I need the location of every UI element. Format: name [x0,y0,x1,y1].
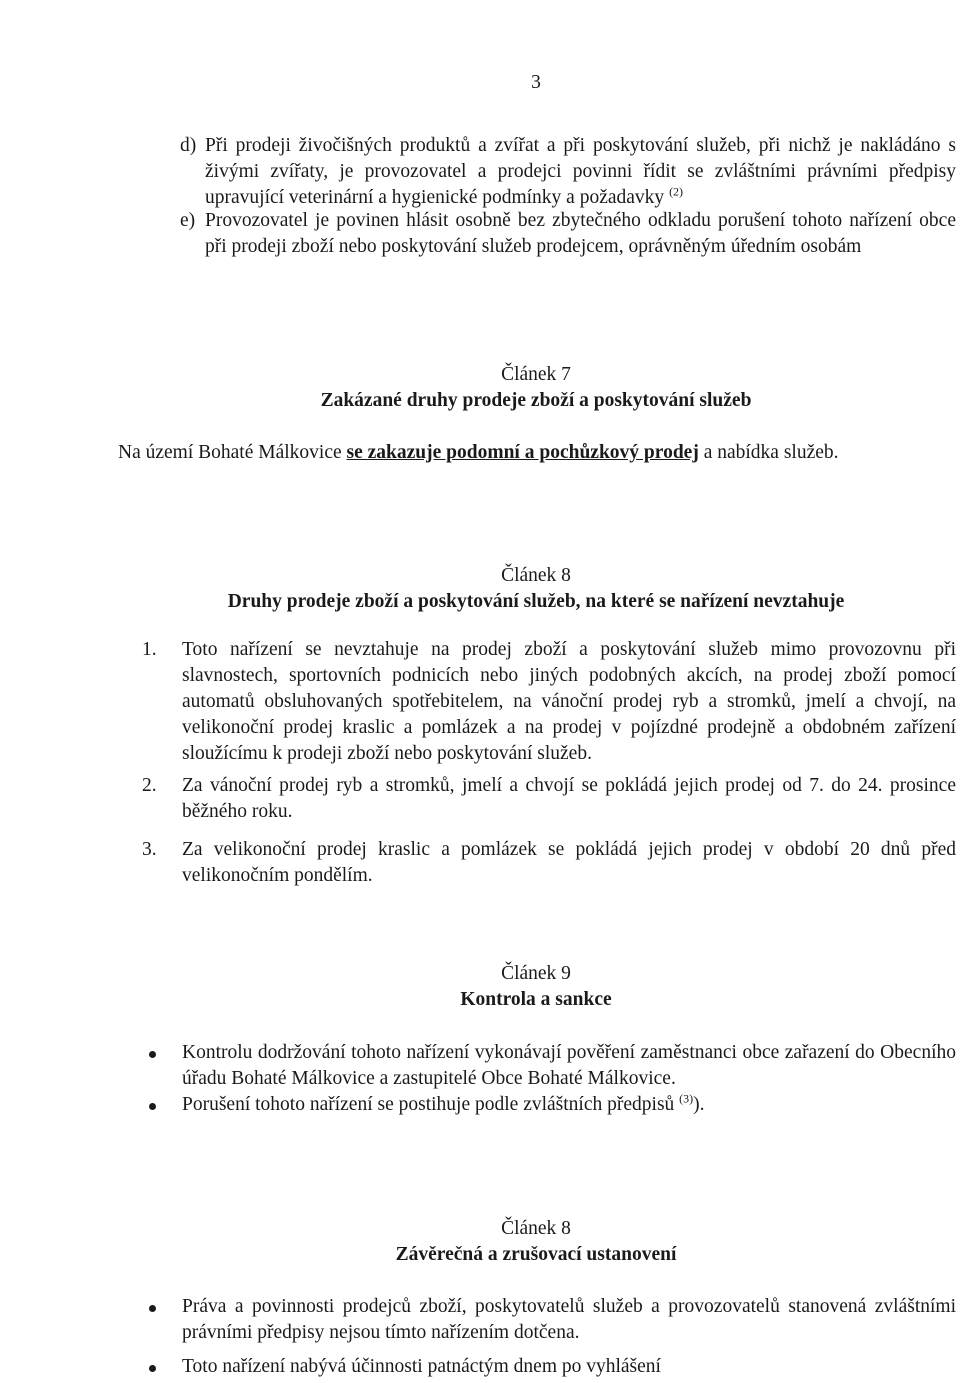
article-8b-bullet-2 [145,1354,956,1380]
article-title: Kontrola a sankce [460,989,612,1010]
underlined-text: se zakazuje podomní a pochůzkový prodej [346,442,699,463]
para-number: 2. [142,775,157,796]
paragraph-d [180,133,956,211]
article-8-para-1 [142,637,956,767]
paragraph-e [180,208,956,260]
article-number: Článek 8 [501,1218,571,1239]
text-segment: Na území Bohaté Málkovice [118,442,347,463]
text-segment: a nabídka služeb. [698,442,839,463]
article-number: Článek 9 [501,963,571,984]
para-number: 1. [142,639,157,660]
item-text: Při prodeji živočišných produktů a zvířat a při poskytování služeb, při nichž je nakládáno s živými zvířaty, je provozovatel a prodejci povinni řídit se zvláštními právními předpisy upravující veterinární a hygienické podmínky a požadavky [205,135,956,208]
para-text: Za vánoční prodej ryb a stromků, jmelí a chvojí se pokládá jejich prodej od 7. do 24. prosince běžného roku. [182,775,956,822]
bullet-text: Kontrolu dodržování tohoto nařízení vykonávají pověření zaměstnanci obce zařazení do Obecního úřadu Bohaté Málkovice a zastupitelé Obce Bohaté Málkovice. [182,1042,956,1089]
article-title: Závěrečná a zrušovací ustanovení [395,1244,677,1265]
bullet-text: Toto nařízení nabývá účinnosti patnáctým dnem po vyhlášení [182,1356,661,1377]
bullet-icon [149,1365,156,1372]
footnote-ref: (2) [669,184,684,199]
article-8b-heading [0,1216,960,1268]
item-label: e) [180,210,196,231]
bullet-text: Práva a povinnosti prodejců zboží, poskytovatelů služeb a provozovatelů stanovená zvláštními právními předpisy nejsou tímto nařízením dotčena. [182,1296,956,1343]
footnote-ref: (3) [679,1091,694,1106]
article-7-heading [0,362,960,414]
para-text: Za velikonoční prodej kraslic a pomlázek se pokládá jejich prodej v období 20 dnů před velikonočním pondělím. [182,839,956,886]
article-8-para-3 [142,837,956,889]
article-title: Zakázané druhy prodeje zboží a poskytování služeb [320,390,752,411]
article-8-para-2 [142,773,956,825]
article-number: Článek 7 [501,364,571,385]
item-label: d) [180,135,197,156]
item-text: Provozovatel je povinen hlásit osobně bez zbytečného odkladu porušení tohoto nařízení obce při prodeji zboží nebo poskytování služeb prodejcem, oprávněným úředním osobám [205,210,956,257]
article-8-heading [0,563,960,615]
article-9-bullet-2 [145,1092,956,1118]
bullet-text-end: ). [693,1094,705,1115]
article-number: Článek 8 [501,565,571,586]
article-title: Druhy prodeje zboží a poskytování služeb, na které se nařízení nevztahuje [227,591,845,612]
article-9-bullet-1 [145,1040,956,1092]
article-9-heading [0,961,960,1013]
para-number: 3. [142,839,157,860]
bullet-icon [149,1103,156,1110]
page-number: 3 [531,72,541,93]
para-text: Toto nařízení se nevztahuje na prodej zboží a poskytování služeb mimo provozovnu při slavnostech, sportovních podnicích nebo jiných podobných akcích, na prodej zboží pomocí automatů obsluhovaných spotřebitelem, na vánoční prodej ryb a stromků, jmelí a chvojí, na velikonoční prodej kraslic a pomlázek a na prodej v pojízdné prodejně a obdobném zařízení sloužícímu k prodeji zboží nebo poskytování služeb. [182,639,956,764]
article-7-text [118,440,956,466]
article-8b-bullet-1 [145,1294,956,1346]
bullet-icon [149,1305,156,1312]
bullet-icon [149,1051,156,1058]
bullet-text: Porušení tohoto nařízení se postihuje podle zvláštních předpisů [182,1094,680,1115]
